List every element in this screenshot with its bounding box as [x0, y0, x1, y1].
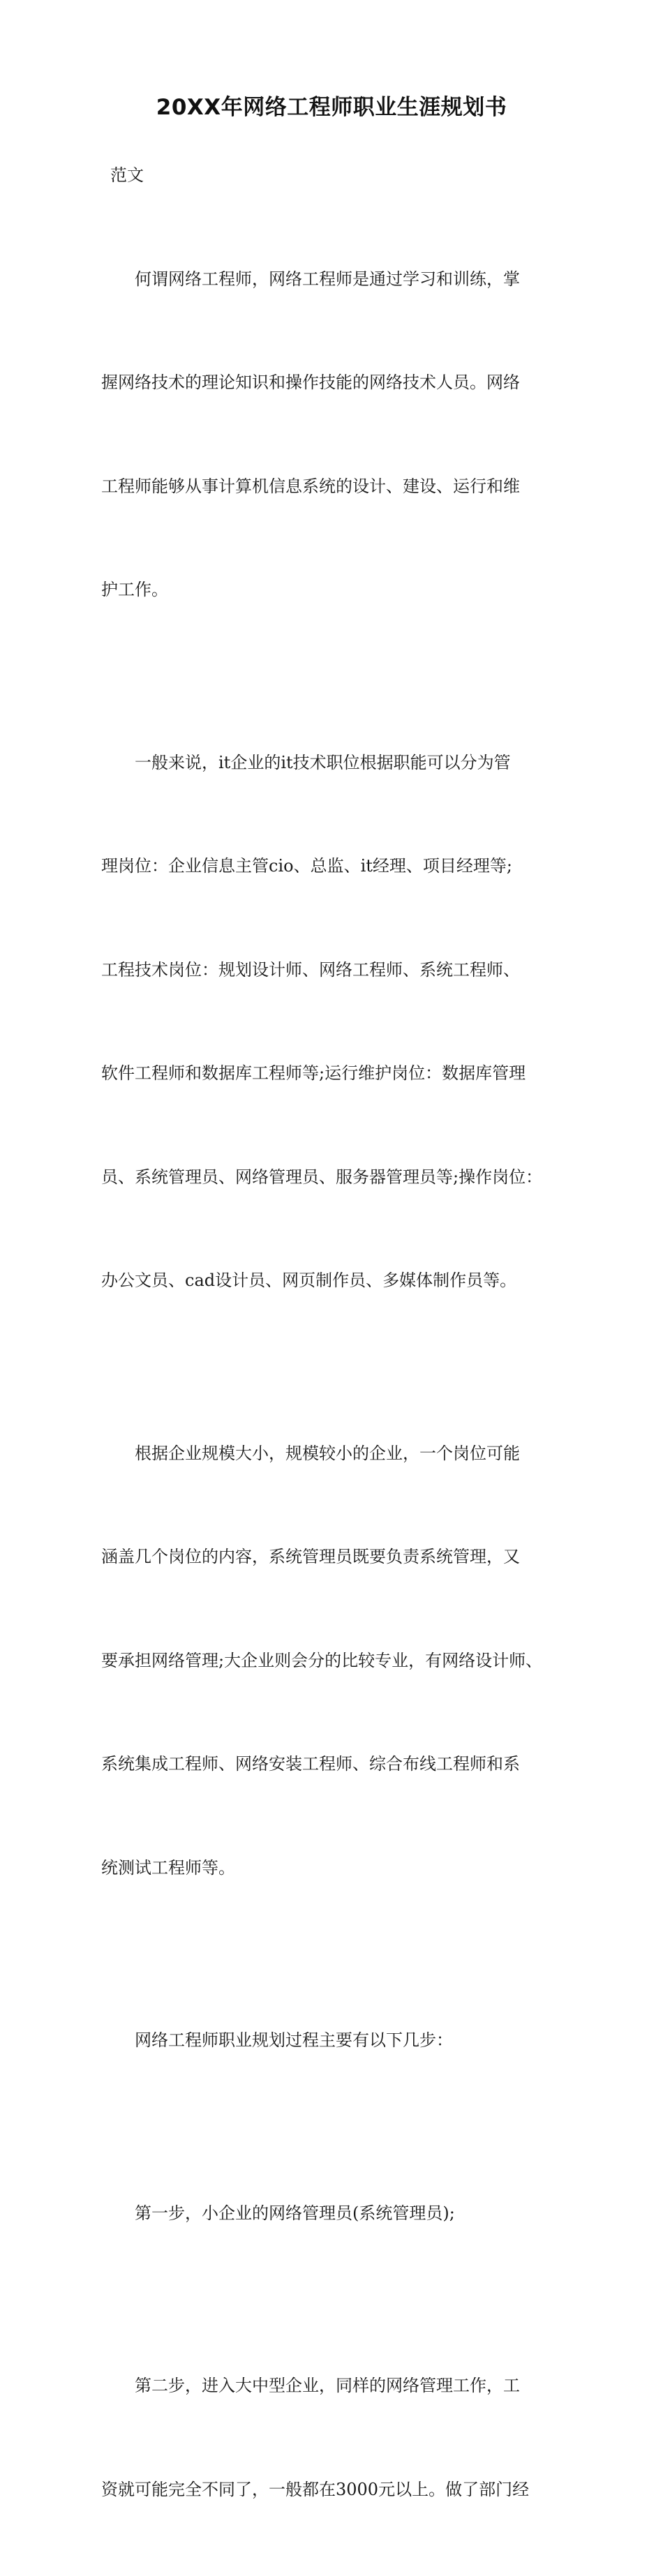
- text-line: 资就可能完全不同了，一般都在3000元以上。做了部门经: [101, 2479, 530, 2499]
- document-label: 范文: [110, 165, 144, 185]
- text-line: 何谓网络工程师，网络工程师是通过学习和训练，掌: [135, 269, 520, 289]
- paragraph: [101, 677, 577, 1368]
- paragraph: [101, 1954, 577, 2127]
- text-line: 统测试工程师等。: [101, 1857, 235, 1878]
- document-body: [101, 158, 577, 2576]
- paragraph: [101, 193, 577, 677]
- text-line: 软件工程师和数据库工程师等;运行维护岗位：数据库管理: [101, 1063, 526, 1083]
- text-line: 系统集成工程师、网络安装工程师、综合布线工程师和系: [101, 1754, 520, 1774]
- text-line: 一般来说，it企业的it技术职位根据职能可以分为管: [135, 752, 511, 772]
- text-line: 握网络技术的理论知识和操作技能的网络技术人员。网络: [101, 373, 520, 392]
- text-line: 理岗位：企业信息主管cio、总监、it经理、项目经理等;: [101, 856, 512, 876]
- text-line: 网络工程师职业规划过程主要有以下几步：: [135, 2030, 453, 2050]
- text-line: 要承担网络管理;大企业则会分的比较专业，有网络设计师、: [101, 1650, 543, 1670]
- text-line: 涵盖几个岗位的内容，系统管理员既要负责系统管理，又: [101, 1547, 520, 1566]
- text-line: 办公文员、cad设计员、网页制作员、多媒体制作员等。: [101, 1271, 517, 1290]
- text-line: 根据企业规模大小，规模较小的企业，一个岗位可能: [135, 1443, 520, 1463]
- text-line: 员、系统管理员、网络管理员、服务器管理员等;操作岗位：: [101, 1167, 543, 1187]
- text-line: 第二步，进入大中型企业，同样的网络管理工作，工: [135, 2376, 520, 2395]
- paragraph: [101, 2127, 577, 2300]
- text-line: 护工作。: [101, 580, 168, 599]
- paragraph: [101, 2300, 577, 2576]
- paragraph: [101, 1368, 577, 1955]
- text-line: 工程师能够从事计算机信息系统的设计、建设、运行和维: [101, 476, 520, 496]
- text-line: 工程技术岗位：规划设计师、网络工程师、系统工程师、: [101, 959, 520, 980]
- document-title: 20XX年网络工程师职业生涯规划书: [156, 95, 507, 120]
- text-line: 第一步，小企业的网络管理员(系统管理员);: [135, 2203, 455, 2223]
